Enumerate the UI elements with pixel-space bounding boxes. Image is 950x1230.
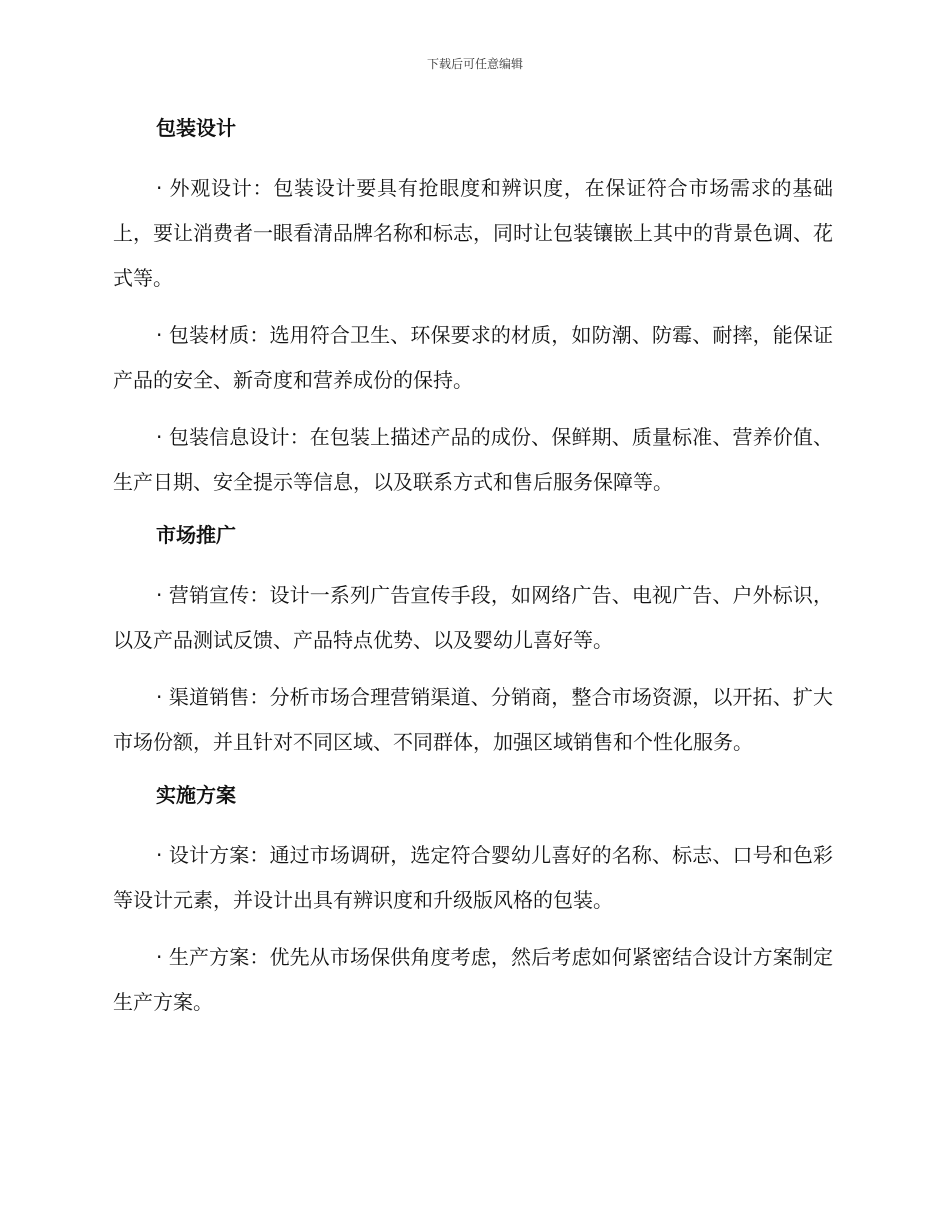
paragraph-design-plan: · 设计方案：通过市场调研，选定符合婴幼儿喜好的名称、标志、口号和色彩等设计元素，并设计出具有辨识度和升级版风格的包装。 bbox=[113, 843, 833, 912]
paragraph-packaging-info-design: · 包装信息设计：在包装上描述产品的成份、保鲜期、质量标准、营养价值、生产日期、安全提示等信息，以及联系方式和售后服务保障等。 bbox=[113, 425, 833, 494]
paragraph-channel-sales: · 渠道销售：分析市场合理营销渠道、分销商，整合市场资源，以开拓、扩大市场份额，并且针对不同区域、不同群体，加强区域销售和个性化服务。 bbox=[113, 685, 833, 754]
paragraph-production-plan: · 生产方案：优先从市场保供角度考虑，然后考虑如何紧密结合设计方案制定生产方案。 bbox=[113, 945, 833, 1014]
section-heading-market-promotion: 市场推广 bbox=[156, 523, 236, 547]
paragraph-appearance-design: · 外观设计：包装设计要具有抢眼度和辨识度，在保证符合市场需求的基础上，要让消费者一眼看清品牌名称和标志，同时让包装镶嵌上其中的背景色调、花式等。 bbox=[113, 176, 833, 290]
section-heading-implementation-plan: 实施方案 bbox=[156, 783, 236, 807]
document-body bbox=[113, 110, 833, 1037]
page-header-note: 下载后可任意编辑 bbox=[426, 57, 523, 71]
section-heading-packaging-design: 包装设计 bbox=[156, 116, 236, 140]
paragraph-marketing-promotion: · 营销宣传：设计一系列广告宣传手段，如网络广告、电视广告、户外标识，以及产品测试反馈、产品特点优势、以及婴幼儿喜好等。 bbox=[113, 583, 833, 652]
paragraph-packaging-material: · 包装材质：选用符合卫生、环保要求的材质，如防潮、防霉、耐摔，能保证产品的安全、新奇度和营养成份的保持。 bbox=[113, 323, 833, 392]
